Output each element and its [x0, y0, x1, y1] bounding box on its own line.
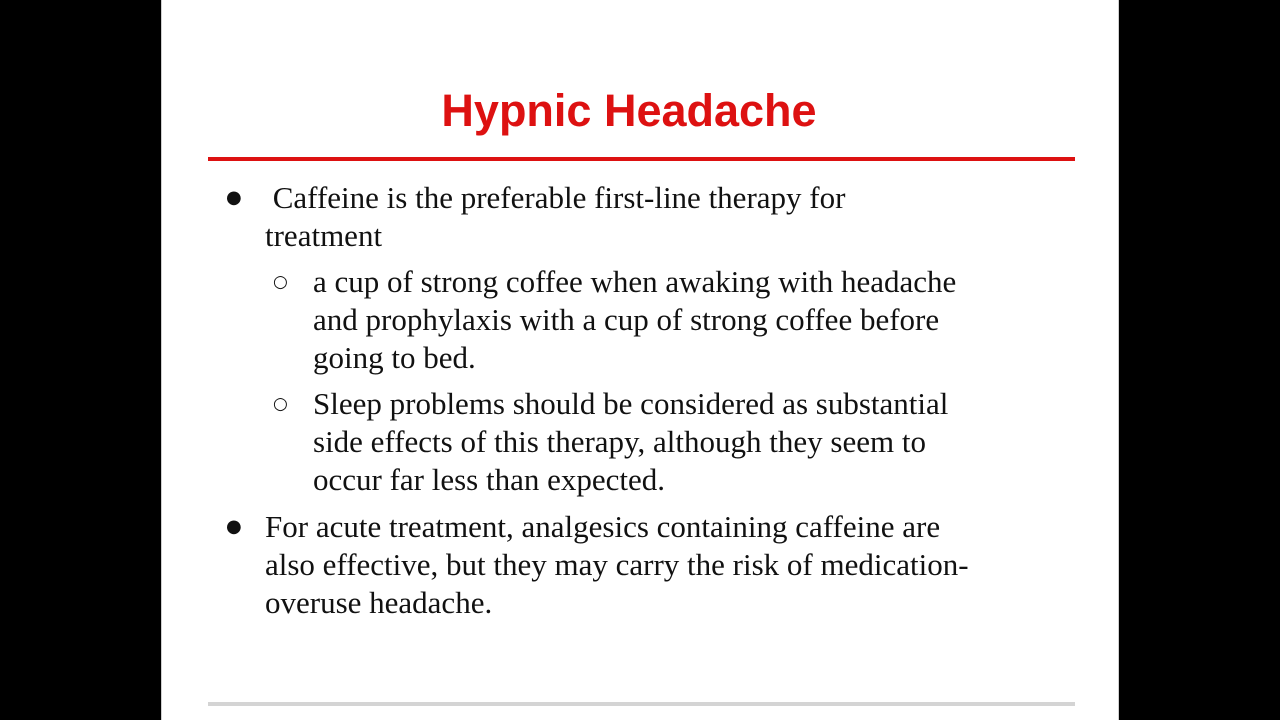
sub-bullet-marker: ○ — [273, 272, 288, 292]
sub-bullet-marker: ○ — [273, 394, 288, 414]
slide-body — [162, 0, 1119, 720]
bullet-marker: ● — [226, 187, 242, 208]
bullet-marker: ● — [226, 516, 242, 537]
sub-bullet-text-line: a cup of strong coffee when awaking with headache — [313, 264, 957, 299]
sub-bullet-text-line: going to bed. — [313, 340, 476, 375]
slide-title: Hypnic Headache — [441, 85, 817, 136]
presentation-slide — [161, 0, 1119, 720]
bullet-text-line: For acute treatment, analgesics containing caffeine are — [265, 509, 941, 544]
footer-divider — [208, 702, 1075, 706]
bullet-text-line: treatment — [265, 218, 383, 253]
bullet-text-line: overuse headache. — [265, 585, 493, 620]
sub-bullet-text-line: Sleep problems should be considered as substantial — [313, 386, 949, 421]
bullet-text-line: also effective, but they may carry the risk of medication- — [265, 547, 969, 582]
sub-bullet-text-line: and prophylaxis with a cup of strong coffee before — [313, 302, 940, 337]
bullet-text-line: Caffeine is the preferable first-line therapy for — [265, 180, 846, 215]
sub-bullet-text-line: side effects of this therapy, although they seem to — [313, 424, 926, 459]
sub-bullet-text-line: occur far less than expected. — [313, 462, 666, 497]
